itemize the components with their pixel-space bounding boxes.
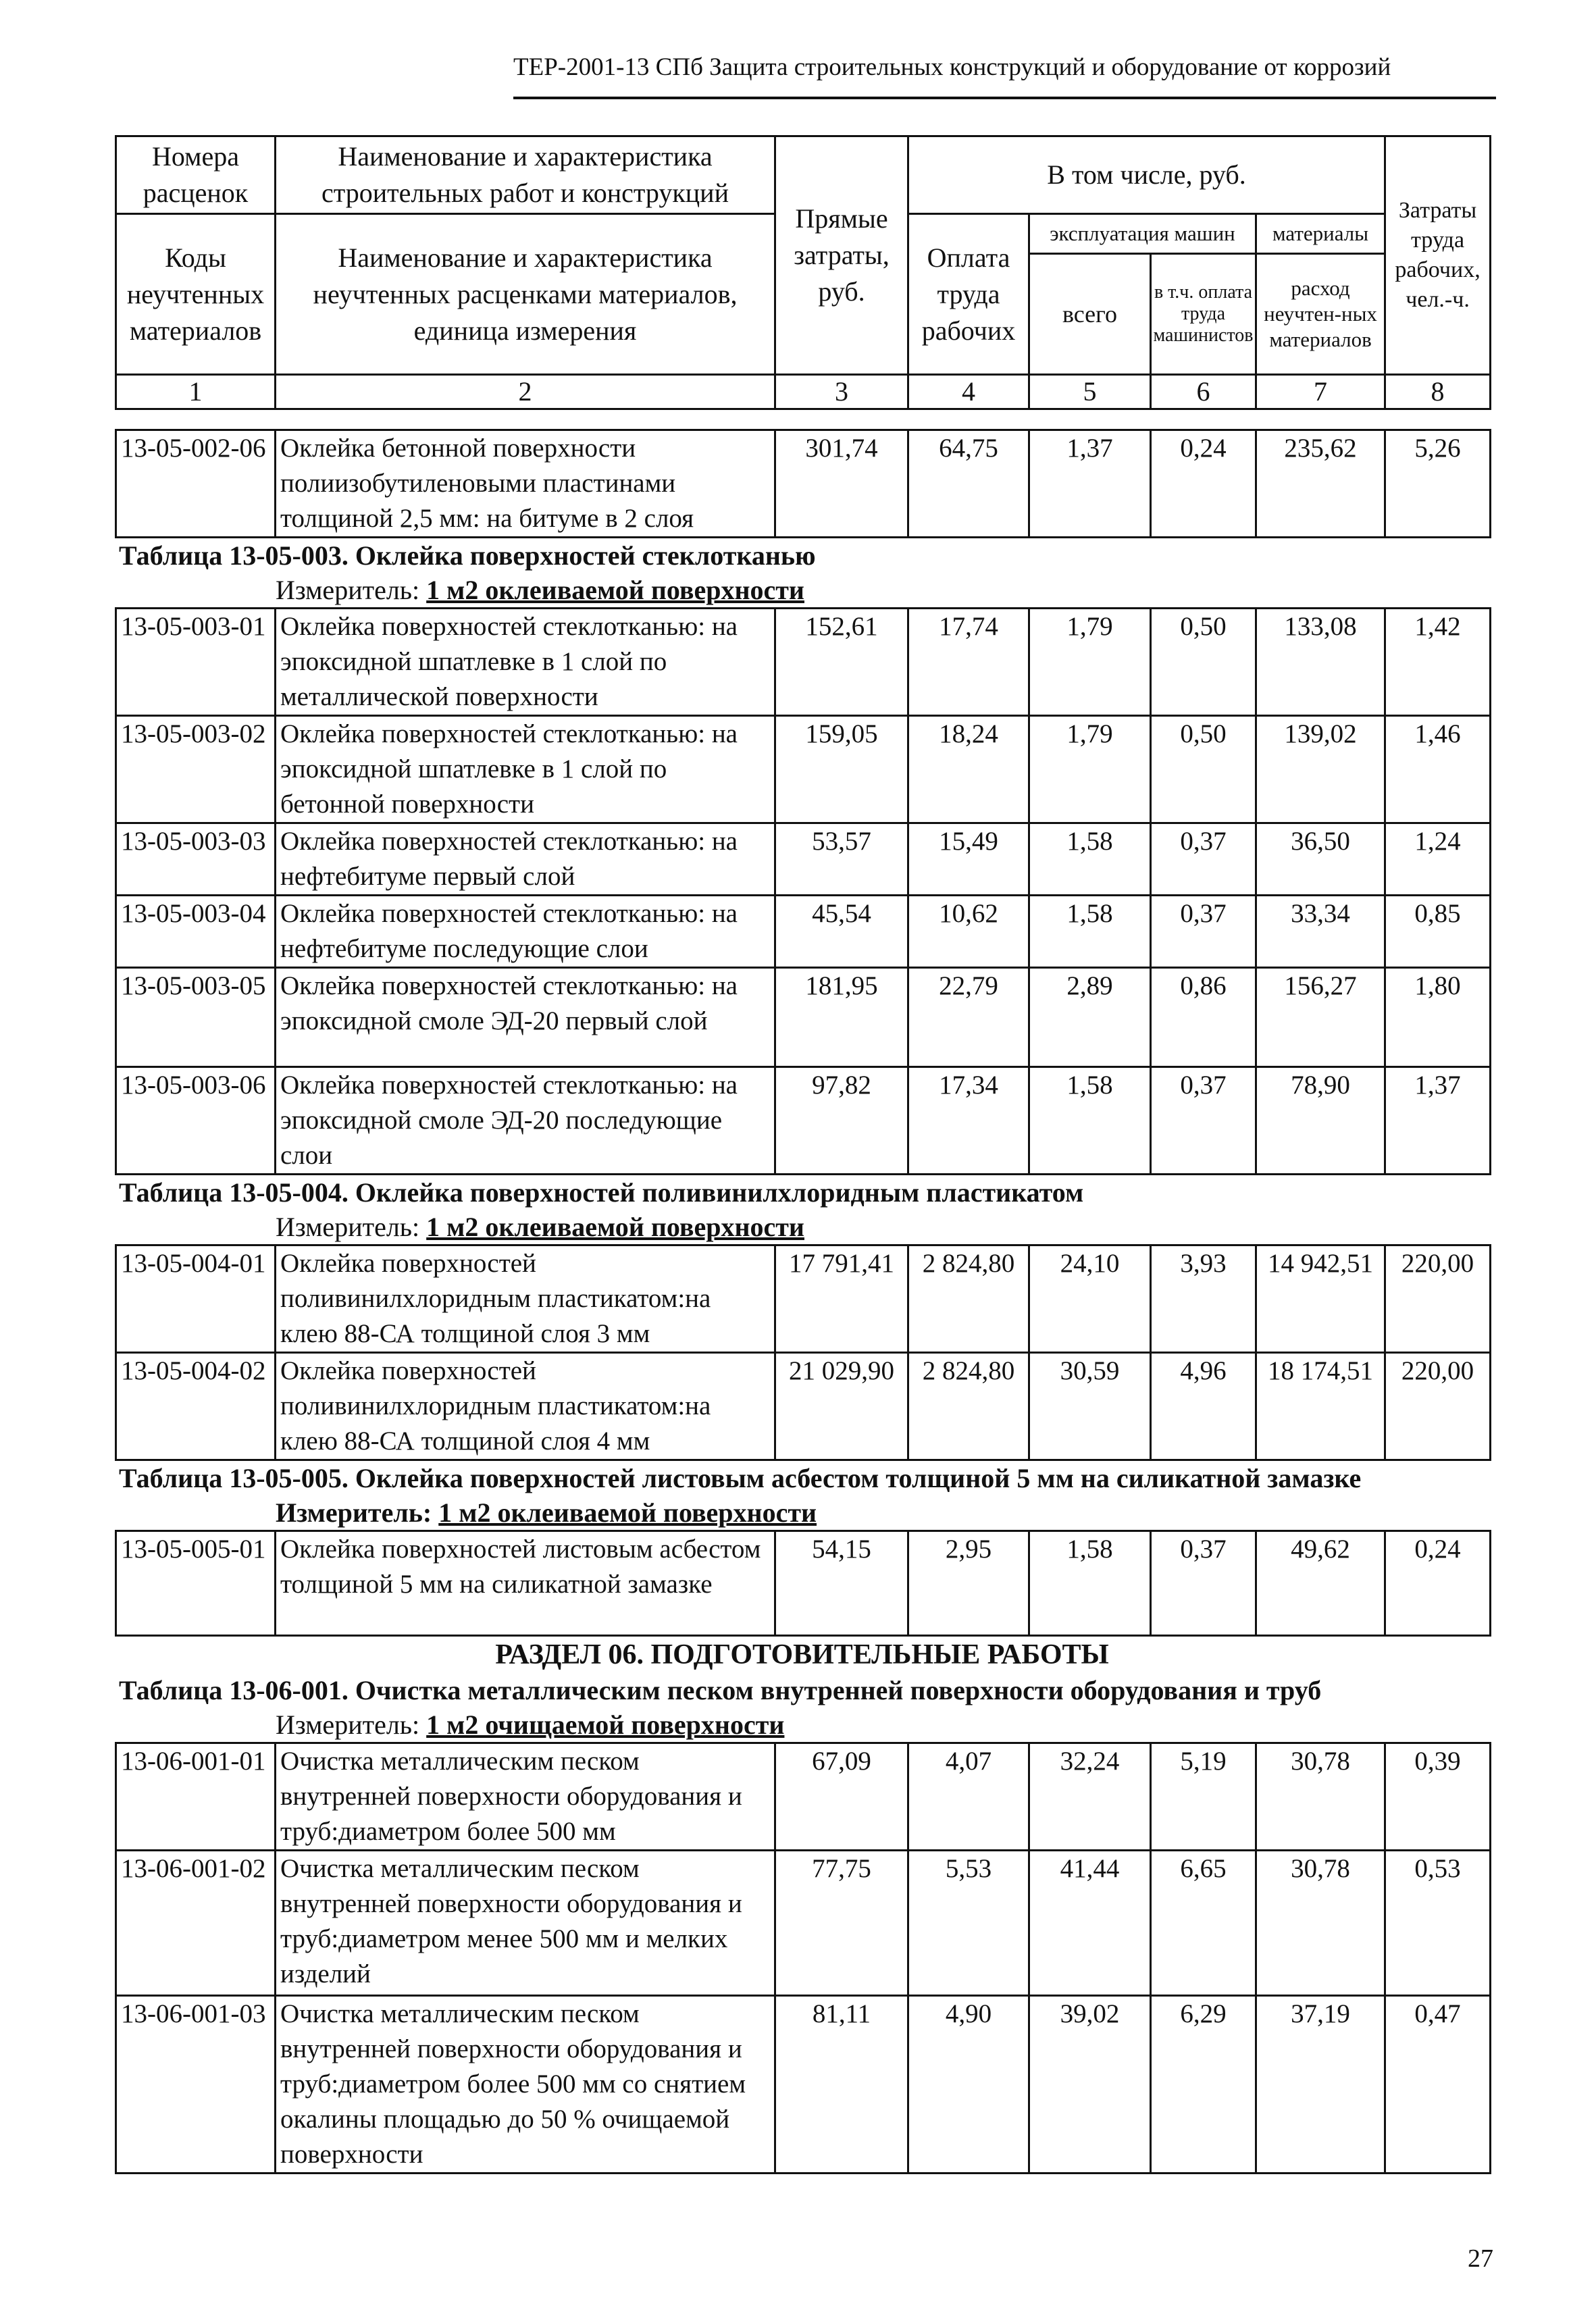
value-direct: 17 791,41 xyxy=(775,1245,908,1353)
header-col2-top: Наименование и характеристика строительных работ и конструкций xyxy=(276,136,775,214)
value-direct: 97,82 xyxy=(775,1067,908,1175)
value-labor: 2,95 xyxy=(908,1531,1029,1636)
value-materials: 133,08 xyxy=(1256,609,1385,716)
header-group: В том числе, руб. xyxy=(908,136,1385,214)
value-labor: 4,90 xyxy=(908,1996,1029,2174)
value-labor: 10,62 xyxy=(908,896,1029,968)
value-mach-labor: 3,93 xyxy=(1151,1245,1256,1353)
value-direct: 152,61 xyxy=(775,609,908,716)
value-mach-total: 39,02 xyxy=(1029,1996,1151,2174)
value-labor: 64,75 xyxy=(908,430,1029,538)
value-mach-labor: 0,24 xyxy=(1151,430,1256,538)
header-col6: в т.ч. оплата труда машинистов xyxy=(1151,254,1256,375)
value-direct: 45,54 xyxy=(775,896,908,968)
value-materials: 30,78 xyxy=(1256,1743,1385,1851)
rate-blocks xyxy=(115,429,1489,2174)
value-mach-labor: 0,50 xyxy=(1151,716,1256,823)
rate-table xyxy=(115,607,1491,1175)
table-row xyxy=(116,1067,1491,1175)
rate-code: 13-06-001-02 xyxy=(116,1851,276,1996)
value-labor: 2 824,80 xyxy=(908,1245,1029,1353)
meter-line xyxy=(115,1496,1489,1530)
value-mach-total: 41,44 xyxy=(1029,1851,1151,1996)
rate-name: Оклейка поверхностей поливинилхлоридным пластикатом:на клею 88-СА толщиной слоя 3 мм xyxy=(276,1245,775,1353)
rate-name: Оклейка поверхностей стеклотканью: на нефтебитуме первый слой xyxy=(276,823,775,896)
value-mach-total: 30,59 xyxy=(1029,1353,1151,1460)
table-title: Таблица 13-05-004. Оклейка поверхностей поливинилхлоридным пластикатом xyxy=(119,1177,1084,1208)
value-mach-labor: 0,86 xyxy=(1151,968,1256,1067)
value-hours: 220,00 xyxy=(1385,1353,1491,1460)
column-number: 5 xyxy=(1029,375,1151,409)
value-mach-labor: 5,19 xyxy=(1151,1743,1256,1851)
header-col2-bottom: Наименование и характеристика неучтенных расценками материалов, единица измерения xyxy=(276,214,775,375)
value-materials: 18 174,51 xyxy=(1256,1353,1385,1460)
table-row xyxy=(116,1996,1491,2174)
value-labor: 17,74 xyxy=(908,609,1029,716)
value-direct: 21 029,90 xyxy=(775,1353,908,1460)
value-mach-total: 1,79 xyxy=(1029,716,1151,823)
rate-name: Оклейка бетонной поверхности полиизобутиленовыми пластинами толщиной 2,5 мм: на битуме в 2 слоя xyxy=(276,430,775,538)
value-materials: 139,02 xyxy=(1256,716,1385,823)
value-materials: 156,27 xyxy=(1256,968,1385,1067)
value-labor: 22,79 xyxy=(908,968,1029,1067)
rate-code: 13-05-003-04 xyxy=(116,896,276,968)
value-mach-labor: 0,50 xyxy=(1151,609,1256,716)
value-materials: 36,50 xyxy=(1256,823,1385,896)
meter-line xyxy=(115,573,1489,607)
table-title: Таблица 13-05-003. Оклейка поверхностей стеклотканью xyxy=(119,540,816,571)
value-hours: 1,46 xyxy=(1385,716,1491,823)
column-number: 2 xyxy=(276,375,775,409)
value-hours: 1,42 xyxy=(1385,609,1491,716)
value-mach-total: 1,37 xyxy=(1029,430,1151,538)
meter-value: 1 м2 оклеиваемой поверхности xyxy=(426,1212,804,1242)
value-labor: 5,53 xyxy=(908,1851,1029,1996)
table-row xyxy=(116,968,1491,1067)
value-hours: 0,85 xyxy=(1385,896,1491,968)
value-materials: 30,78 xyxy=(1256,1851,1385,1996)
value-mach-total: 24,10 xyxy=(1029,1245,1151,1353)
table-row xyxy=(116,430,1491,538)
header-col1-top: Номера расценок xyxy=(116,136,276,214)
rate-code: 13-06-001-03 xyxy=(116,1996,276,2174)
rate-code: 13-05-002-06 xyxy=(116,430,276,538)
rate-name: Оклейка поверхностей стеклотканью: на эпоксидной шпатлевке в 1 слой по бетонной поверхности xyxy=(276,716,775,823)
value-mach-total: 1,58 xyxy=(1029,1531,1151,1636)
meter-line xyxy=(115,1708,1489,1742)
value-hours: 1,24 xyxy=(1385,823,1491,896)
rate-table xyxy=(115,1742,1491,2174)
table-row xyxy=(116,1851,1491,1996)
rate-name: Оклейка поверхностей стеклотканью: на нефтебитуме последующие слои xyxy=(276,896,775,968)
value-hours: 220,00 xyxy=(1385,1245,1491,1353)
rate-name: Оклейка поверхностей стеклотканью: на эпоксидной шпатлевке в 1 слой по металлической поверхности xyxy=(276,609,775,716)
value-materials: 37,19 xyxy=(1256,1996,1385,2174)
value-hours: 0,39 xyxy=(1385,1743,1491,1851)
meter-value: 1 м2 оклеиваемой поверхности xyxy=(426,575,804,605)
value-mach-labor: 6,29 xyxy=(1151,1996,1256,2174)
table-row xyxy=(116,1531,1491,1636)
value-labor: 4,07 xyxy=(908,1743,1029,1851)
value-labor: 15,49 xyxy=(908,823,1029,896)
table-row xyxy=(116,716,1491,823)
column-number: 7 xyxy=(1256,375,1385,409)
value-mach-total: 1,79 xyxy=(1029,609,1151,716)
column-number: 3 xyxy=(775,375,908,409)
header-col7: расход неучтен-ных материалов xyxy=(1256,254,1385,375)
value-materials: 235,62 xyxy=(1256,430,1385,538)
value-hours: 0,53 xyxy=(1385,1851,1491,1996)
table-row xyxy=(116,1743,1491,1851)
value-mach-labor: 0,37 xyxy=(1151,1067,1256,1175)
value-mach-labor: 0,37 xyxy=(1151,896,1256,968)
value-materials: 78,90 xyxy=(1256,1067,1385,1175)
value-hours: 5,26 xyxy=(1385,430,1491,538)
header-col5: всего xyxy=(1029,254,1151,375)
rate-code: 13-05-003-03 xyxy=(116,823,276,896)
rate-table xyxy=(115,429,1491,538)
rate-code: 13-05-003-05 xyxy=(116,968,276,1067)
value-hours: 1,37 xyxy=(1385,1067,1491,1175)
rate-table xyxy=(115,1244,1491,1461)
rate-name: Очистка металлическим песком внутренней поверхности оборудования и труб:диаметром менее 500 мм и мелких изделий xyxy=(276,1851,775,1996)
header-col8: Затраты труда рабочих, чел.-ч. xyxy=(1385,136,1491,375)
page-number: 27 xyxy=(1468,2244,1493,2273)
rate-name: Оклейка поверхностей листовым асбестом толщиной 5 мм на силикатной замазке xyxy=(276,1531,775,1636)
header-rule xyxy=(513,97,1496,99)
table-row xyxy=(116,1245,1491,1353)
value-direct: 77,75 xyxy=(775,1851,908,1996)
rate-name: Очистка металлическим песком внутренней поверхности оборудования и труб:диаметром более 500 мм xyxy=(276,1743,775,1851)
rate-code: 13-05-004-02 xyxy=(116,1353,276,1460)
value-direct: 181,95 xyxy=(775,968,908,1067)
table-row xyxy=(116,823,1491,896)
meter-label: Измеритель: xyxy=(276,1497,432,1528)
value-direct: 159,05 xyxy=(775,716,908,823)
rate-code: 13-05-005-01 xyxy=(116,1531,276,1636)
rate-table xyxy=(115,1530,1491,1637)
section-title: РАЗДЕЛ 06. ПОДГОТОВИТЕЛЬНЫЕ РАБОТЫ xyxy=(495,1639,1109,1670)
header-materials: материалы xyxy=(1256,214,1385,254)
column-header-table xyxy=(115,135,1491,410)
value-direct: 53,57 xyxy=(775,823,908,896)
value-mach-labor: 6,65 xyxy=(1151,1851,1256,1996)
header-col3: Прямые затраты, руб. xyxy=(775,136,908,375)
price-table-document xyxy=(115,135,1489,2174)
table-row xyxy=(116,609,1491,716)
value-hours: 0,47 xyxy=(1385,1996,1491,2174)
column-number: 1 xyxy=(116,375,276,409)
value-hours: 0,24 xyxy=(1385,1531,1491,1636)
value-materials: 14 942,51 xyxy=(1256,1245,1385,1353)
value-mach-labor: 0,37 xyxy=(1151,823,1256,896)
value-direct: 54,15 xyxy=(775,1531,908,1636)
value-mach-total: 1,58 xyxy=(1029,896,1151,968)
value-mach-total: 2,89 xyxy=(1029,968,1151,1067)
table-title: Таблица 13-05-005. Оклейка поверхностей листовым асбестом толщиной 5 мм на силикатной замазке xyxy=(119,1463,1362,1493)
meter-value: 1 м2 оклеиваемой поверхности xyxy=(438,1497,817,1528)
meter-label: Измеритель: xyxy=(276,1709,420,1740)
rate-name: Оклейка поверхностей стеклотканью: на эпоксидной смоле ЭД-20 первый слой xyxy=(276,968,775,1067)
value-materials: 33,34 xyxy=(1256,896,1385,968)
value-labor: 2 824,80 xyxy=(908,1353,1029,1460)
header-col1-bottom: Коды неучтенных материалов xyxy=(116,214,276,375)
value-mach-total: 1,58 xyxy=(1029,1067,1151,1175)
meter-label: Измеритель: xyxy=(276,575,420,605)
table-row xyxy=(116,896,1491,968)
value-mach-labor: 0,37 xyxy=(1151,1531,1256,1636)
value-direct: 301,74 xyxy=(775,430,908,538)
value-mach-total: 1,58 xyxy=(1029,823,1151,896)
rate-code: 13-05-003-01 xyxy=(116,609,276,716)
value-hours: 1,80 xyxy=(1385,968,1491,1067)
value-direct: 67,09 xyxy=(775,1743,908,1851)
rate-name: Оклейка поверхностей поливинилхлоридным пластикатом:на клею 88-СА толщиной слоя 4 мм xyxy=(276,1353,775,1460)
value-direct: 81,11 xyxy=(775,1996,908,2174)
column-number: 6 xyxy=(1151,375,1256,409)
rate-code: 13-05-004-01 xyxy=(116,1245,276,1353)
header-machines: эксплуатация машин xyxy=(1029,214,1256,254)
rate-code: 13-05-003-02 xyxy=(116,716,276,823)
rate-code: 13-05-003-06 xyxy=(116,1067,276,1175)
rate-name: Оклейка поверхностей стеклотканью: на эпоксидной смоле ЭД-20 последующие слои xyxy=(276,1067,775,1175)
page-header: ТЕР-2001-13 СПб Защита строительных конструкций и оборудование от коррозий xyxy=(513,53,1391,81)
table-title: Таблица 13-06-001. Очистка металлическим песком внутренней поверхности оборудования и труб xyxy=(119,1675,1322,1705)
table-row xyxy=(116,1353,1491,1460)
value-mach-labor: 4,96 xyxy=(1151,1353,1256,1460)
value-labor: 18,24 xyxy=(908,716,1029,823)
rate-code: 13-06-001-01 xyxy=(116,1743,276,1851)
column-number: 4 xyxy=(908,375,1029,409)
value-materials: 49,62 xyxy=(1256,1531,1385,1636)
meter-value: 1 м2 очищаемой поверхности xyxy=(426,1709,785,1740)
meter-line xyxy=(115,1210,1489,1244)
rate-name: Очистка металлическим песком внутренней поверхности оборудования и труб:диаметром более 500 мм со снятием окалины площадью до 50 % очищаемой поверхности xyxy=(276,1996,775,2174)
meter-label: Измеритель: xyxy=(276,1212,420,1242)
value-labor: 17,34 xyxy=(908,1067,1029,1175)
column-number: 8 xyxy=(1385,375,1491,409)
header-col4: Оплата труда рабочих xyxy=(908,214,1029,375)
value-mach-total: 32,24 xyxy=(1029,1743,1151,1851)
